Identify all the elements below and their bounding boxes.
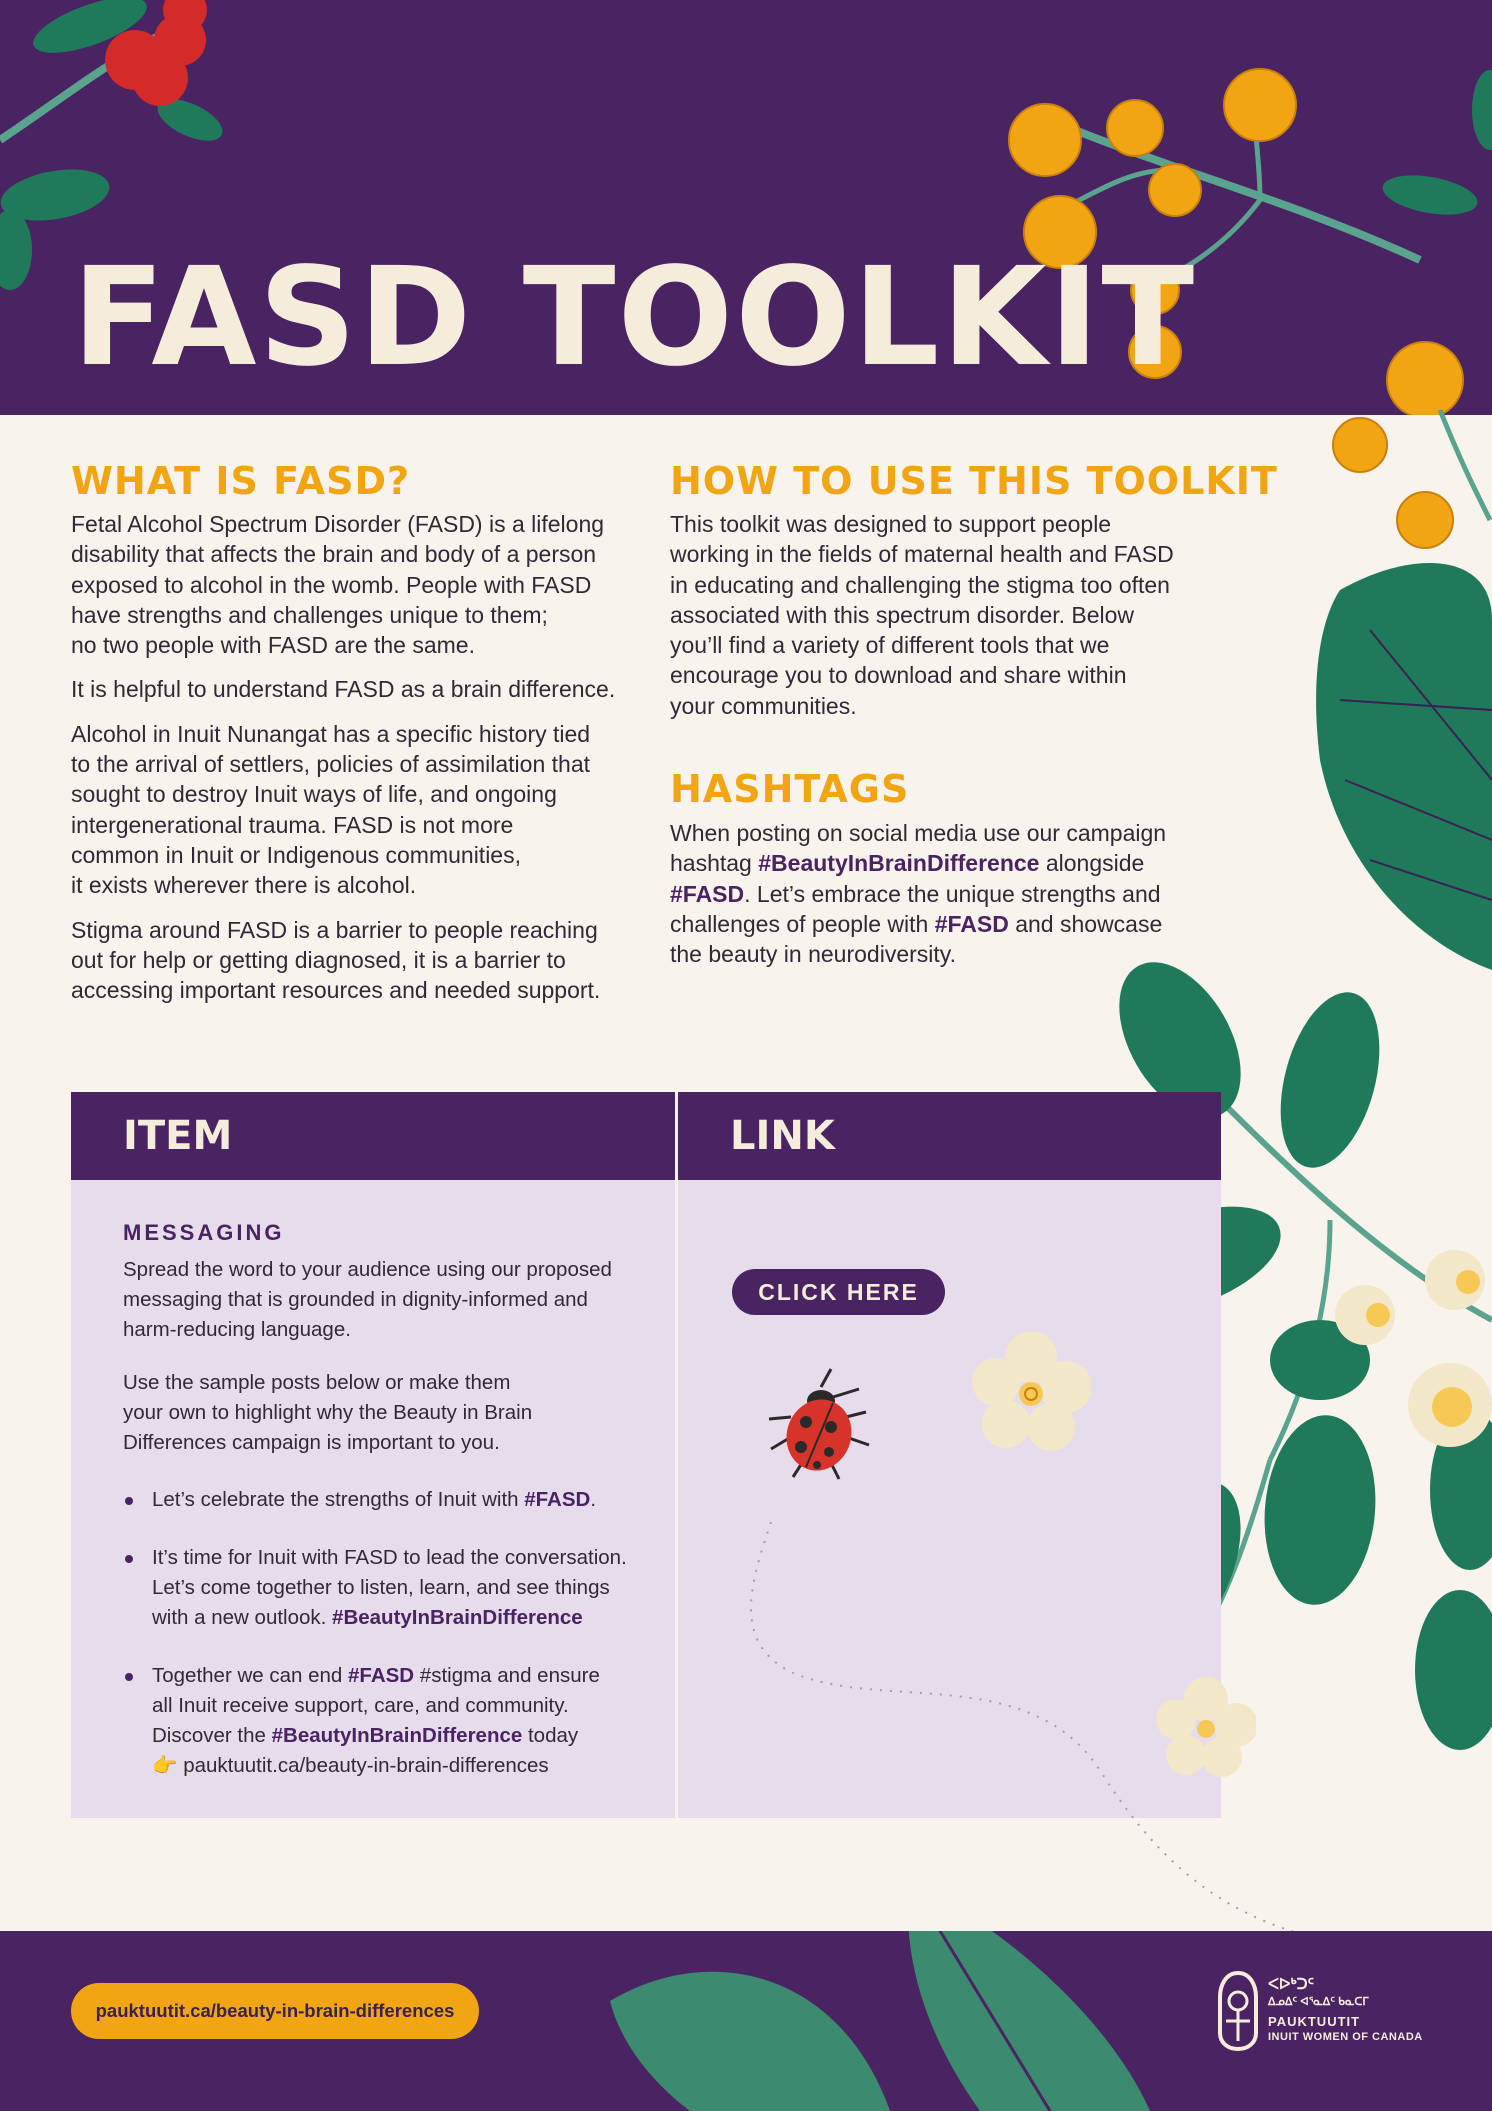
campaign-url-pill[interactable]: pauktuutit.ca/beauty-in-brain-differences	[71, 1983, 479, 2039]
hashtag-beauty[interactable]: #BeautyInBrainDifference	[271, 1724, 523, 1747]
campaign-url-link[interactable]: pauktuutit.ca/beauty-in-brain-differences	[177, 1754, 549, 1777]
hashtag-beauty[interactable]: #BeautyInBrainDifference	[758, 850, 1040, 877]
toolkit-table	[71, 1092, 1221, 1818]
column-divider	[675, 1092, 678, 1818]
hashtag-beauty[interactable]: #BeautyInBrainDifference	[332, 1606, 583, 1629]
paragraph-stigma: Stigma around FASD is a barrier to people reaching out for help or getting diagnosed, it is a barrier to accessing important resources and needed support.	[71, 916, 601, 1004]
hashtag-fasd[interactable]: #FASD	[524, 1488, 591, 1511]
list-item: Together we can end #FASD #stigma and ensure all Inuit receive support, care, and community. Discover the #BeautyInBrainDifference today 👉 pauktuutit.ca/beauty-in-brain-differences	[123, 1661, 663, 1781]
hashtags-text: When posting on social media use our campaign hashtag #BeautyInBrainDifference alongside #FASD. Let’s embrace the unique strengths and challenges of people with #FASD and showcase the beauty in neurodiversity.	[670, 820, 1167, 968]
logo-subtitle: INUIT WOMEN OF CANADA	[1268, 2031, 1423, 2043]
logo-name: PAUKTUUTIT	[1268, 2014, 1361, 2029]
list-item: Let’s celebrate the strengths of Inuit with #FASD.	[123, 1485, 663, 1515]
messaging-heading: MESSAGING	[123, 1220, 285, 1245]
messaging-intro: Spread the word to your audience using our proposed messaging that is grounded in dignity-informed and harm-reducing language.	[123, 1258, 612, 1341]
page-title: FASD TOOLKIT	[72, 239, 1197, 397]
logo-syllabics: ᐸᐅᒃᑐᑦ	[1268, 1976, 1315, 1993]
column-header-link: LINK	[678, 1092, 1221, 1180]
click-here-button[interactable]: CLICK HERE	[732, 1269, 945, 1315]
paragraph-brain-difference: It is helpful to understand FASD as a brain difference.	[71, 676, 616, 703]
pauktuutit-logo-icon	[1216, 1971, 1260, 2051]
sample-posts-list	[123, 1485, 663, 1809]
what-is-fasd-text	[71, 509, 671, 1019]
logo-syllabics-sub: ᐃᓄᐃᑦ ᐊᕐᓇᐃᑦ ᑲᓇᑕᒥ	[1268, 1996, 1369, 2008]
paragraph-history: Alcohol in Inuit Nunangat has a specific history tied to the arrival of settlers, policies of assimilation that sought to destroy Inuit ways of life, and ongoing intergenerational trauma. FASD is not more common in Inuit or Indigenous communities, it exists wherever there is alcohol.	[71, 720, 591, 899]
what-is-fasd-heading: WHAT IS FASD?	[71, 459, 411, 503]
ladybug-icon	[751, 1367, 881, 1492]
footer-banner	[0, 1931, 1492, 2111]
column-header-item: ITEM	[71, 1092, 675, 1180]
list-item: It’s time for Inuit with FASD to lead the conversation. Let’s come together to listen, learn, and see things with a new outlook. #BeautyInBrainDifference	[123, 1543, 663, 1633]
how-to-use-heading: HOW TO USE THIS TOOLKIT	[670, 459, 1278, 503]
flower-illustration	[1156, 1677, 1256, 1777]
hashtag-fasd[interactable]: #FASD	[348, 1664, 415, 1687]
how-to-use-text: This toolkit was designed to support people working in the fields of maternal health and FASD in educating and challenging the stigma too often associated with this spectrum disorder. Below you’ll find a variety of different tools that we encourage you to download and share within your communities.	[670, 511, 1174, 719]
hashtag-fasd[interactable]: #FASD	[670, 880, 745, 907]
flower-illustration	[971, 1332, 1091, 1452]
header-banner	[0, 0, 1492, 415]
hashtag-fasd[interactable]: #FASD	[934, 910, 1009, 937]
footer-leaves-illustration	[590, 1931, 1190, 2111]
messaging-instructions: Use the sample posts below or make them your own to highlight why the Beauty in Brain Differences campaign is important to you.	[123, 1371, 533, 1454]
hashtags-heading: HASHTAGS	[670, 767, 910, 811]
paragraph-intro: Fetal Alcohol Spectrum Disorder (FASD) is a lifelong disability that affects the brain and body of a person exposed to alcohol in the womb. People with FASD have strengths and challenges unique to them; no two people with FASD are the same.	[71, 511, 605, 659]
pointing-hand-icon: 👉	[152, 1754, 178, 1777]
